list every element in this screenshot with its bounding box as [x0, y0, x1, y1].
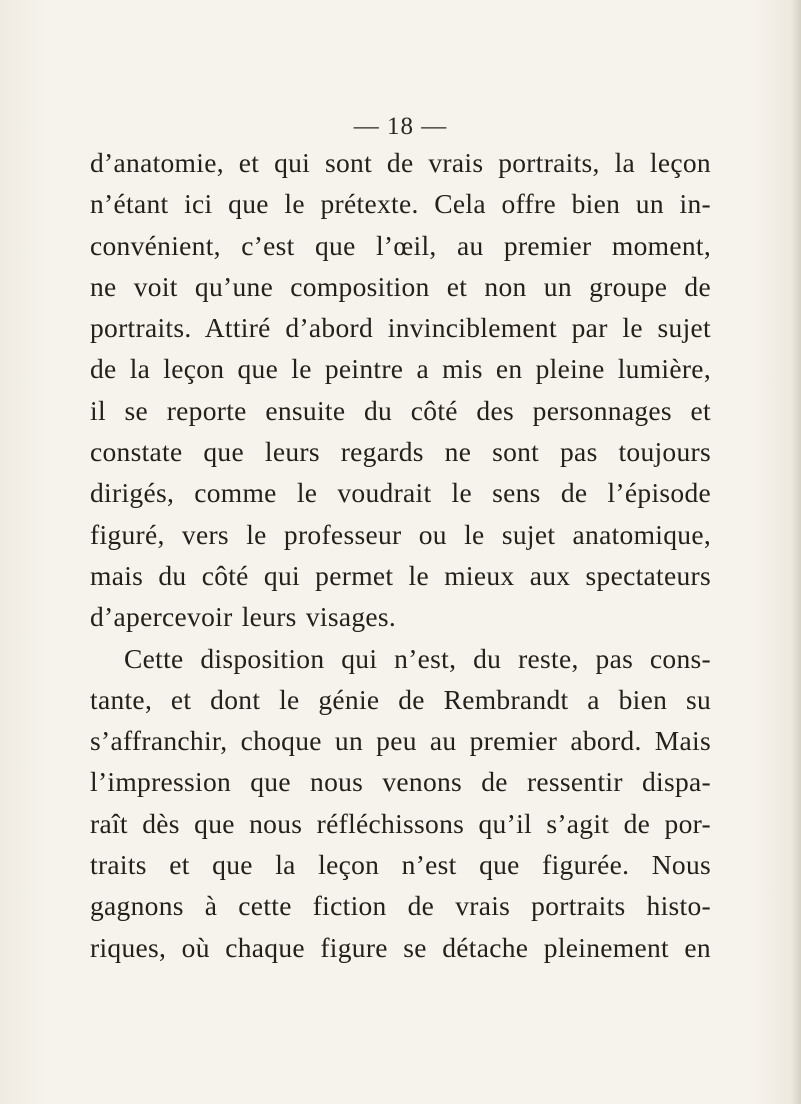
- text-line: mais du côté qui permet le mieux aux spectateurs: [90, 559, 711, 591]
- text-line: riques, où chaque figure se détache pleinement en: [90, 931, 711, 963]
- text-line: d’anatomie, et qui sont de vrais portraits, la leçon: [90, 147, 711, 178]
- text-line: l’impression que nous venons de ressentir dispa-: [90, 766, 711, 798]
- text-line: portraits. Attiré d’abord invinciblement par le sujet: [90, 312, 711, 344]
- page-edge-shadow: [791, 0, 801, 1104]
- body-text: [90, 142, 711, 968]
- text-line: ne voit qu’une composition et non un groupe de: [90, 270, 711, 302]
- text-line: constate que leurs regards ne sont pas toujours: [90, 436, 711, 468]
- text-line: convénient, c’est que l’œil, au premier moment,: [90, 229, 711, 261]
- text-line: gagnons à cette fiction de vrais portraits histo-: [90, 890, 711, 922]
- page-number: — 18 —: [353, 113, 448, 140]
- text-line: il se reporte ensuite du côté des personnages et: [90, 394, 711, 426]
- text-line: traits et que la leçon n’est que figurée. Nous: [90, 849, 711, 881]
- text-line-paragraph-end: d’apercevoir leurs visages.: [90, 601, 397, 633]
- text-line: raît dès que nous réfléchissons qu’il s’agit de por-: [90, 807, 711, 839]
- text-line: s’affranchir, choque un peu au premier abord. Mais: [90, 725, 711, 757]
- text-line-paragraph-start: Cette disposition qui n’est, du reste, pas cons-: [124, 642, 711, 674]
- text-line: n’étant ici que le prétexte. Cela offre bien un in-: [90, 188, 711, 220]
- text-line: dirigés, comme le voudrait le sens de l’épisode: [90, 477, 711, 509]
- text-line: de la leçon que le peintre a mis en pleine lumière,: [90, 353, 711, 385]
- text-line: figuré, vers le professeur ou le sujet anatomique,: [90, 518, 711, 550]
- text-line: tante, et dont le génie de Rembrandt a bien su: [90, 683, 711, 715]
